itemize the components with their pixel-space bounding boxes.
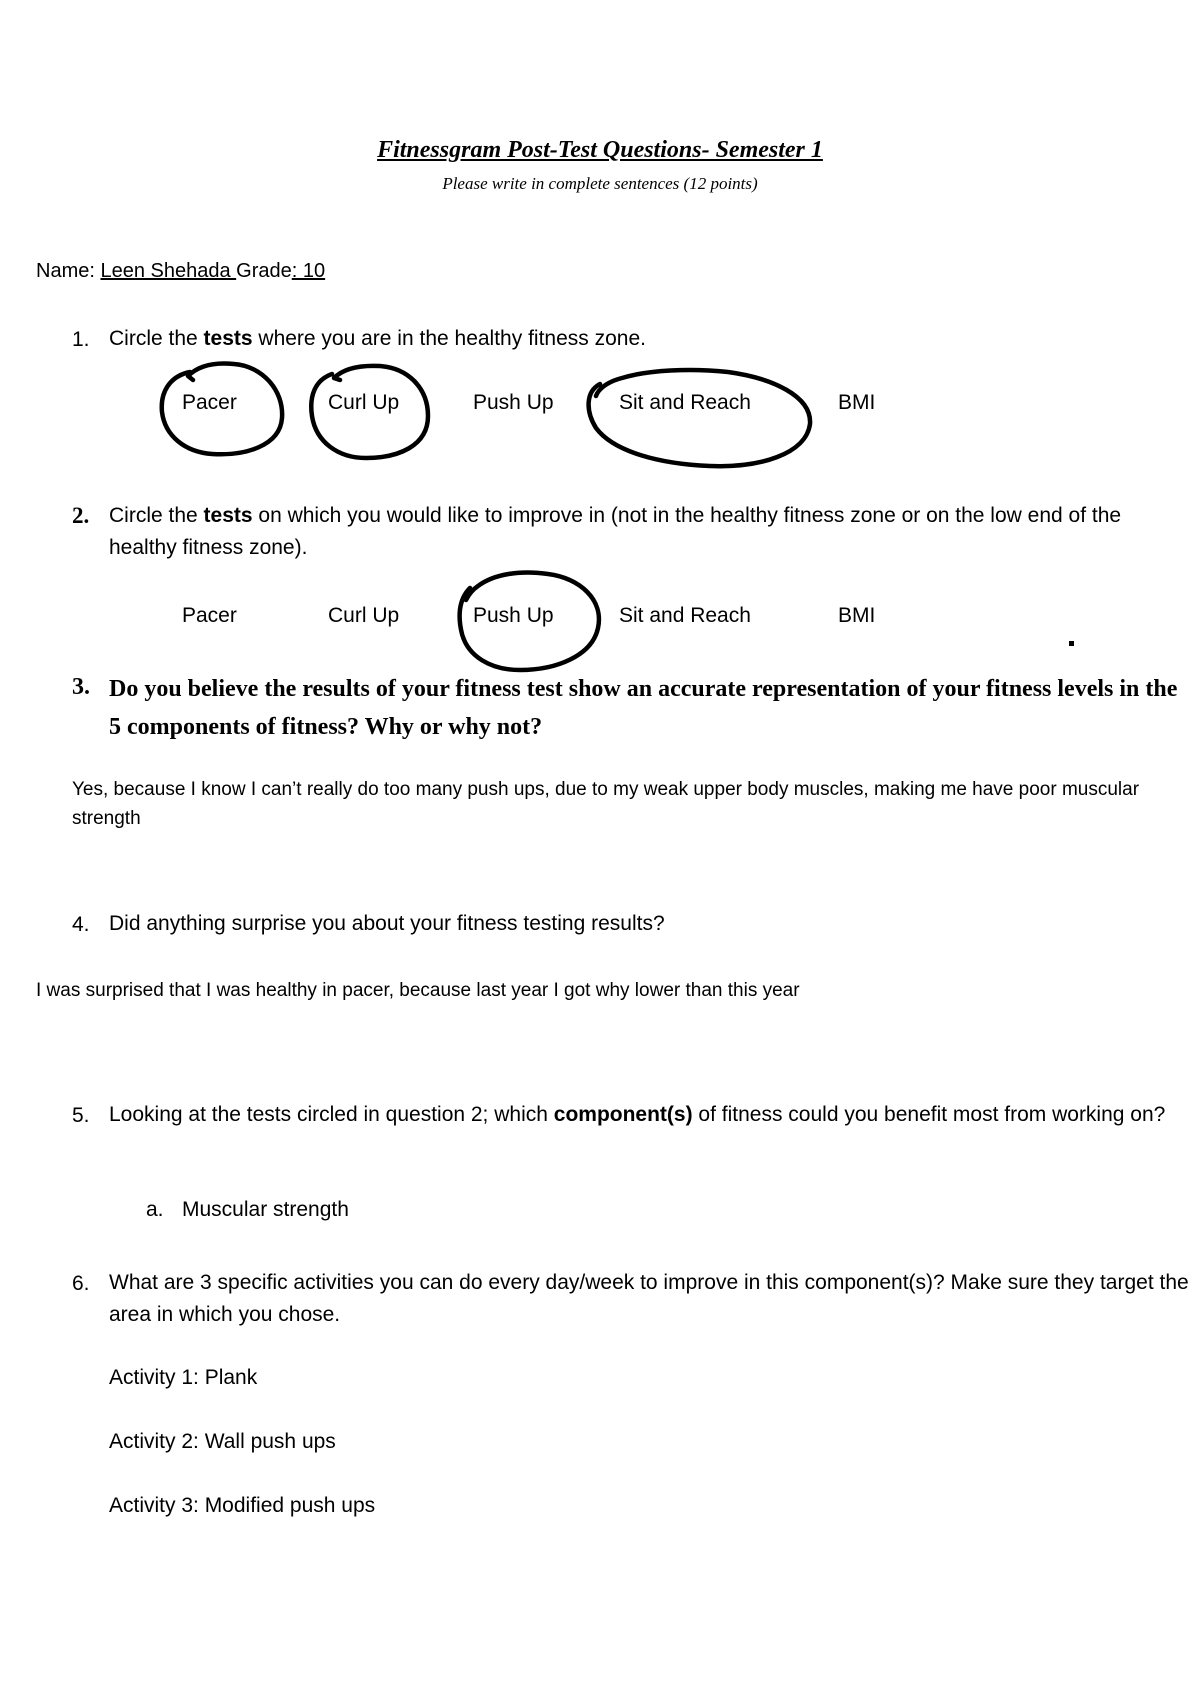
q2-number: 2. — [72, 503, 90, 528]
q2-option-bmi: BMI — [838, 604, 876, 627]
q4-answer: I was surprised that I was healthy in pacer, because last year I got why lower than this year — [36, 980, 800, 1001]
name-value: Leen Shehada — [100, 260, 237, 282]
q6-activity-2: Activity 2: Wall push ups — [109, 1430, 336, 1453]
q5-number: 5. — [72, 1104, 90, 1127]
q5-text: Looking at the tests circled in question 2; which component(s) of fitness could you benefit most from working on? — [109, 1103, 1166, 1126]
q1-number: 1. — [72, 328, 90, 351]
q3-number: 3. — [72, 674, 90, 700]
q1-text: Circle the tests where you are in the healthy fitness zone. — [109, 327, 646, 350]
student-info-line — [36, 260, 325, 283]
page-title: Fitnessgram Post-Test Questions- Semester 1 — [377, 137, 823, 163]
q1-option-curl-up: Curl Up — [328, 391, 400, 414]
q1-bold-tests: tests — [203, 327, 253, 350]
q6-text: What are 3 specific activities you can do every day/week to improve in this component(s)? Make sure they target the area in which you chose. — [109, 1271, 1189, 1326]
q6-activity-3: Activity 3: Modified push ups — [109, 1494, 376, 1517]
q5-answer: Muscular strength — [182, 1198, 349, 1221]
q3-text: Do you believe the results of your fitness test show an accurate representation of your fitness levels in the 5 components of fitness? Why or why not? — [109, 676, 1178, 740]
stray-dot — [1069, 641, 1074, 646]
q6-activity-1: Activity 1: Plank — [109, 1366, 258, 1389]
q3-answer: Yes, because I know I can’t really do too many push ups, due to my weak upper body muscles, making me have poor muscular strength — [72, 779, 1140, 829]
q5-bold-components: component(s) — [553, 1103, 693, 1126]
q2-option-pacer: Pacer — [182, 604, 237, 627]
q4-number: 4. — [72, 913, 90, 936]
q1-option-sit-and-reach: Sit and Reach — [619, 391, 751, 414]
q2-option-sit-and-reach: Sit and Reach — [619, 604, 751, 627]
q1-option-bmi: BMI — [838, 391, 876, 414]
grade-value: : 10 — [291, 260, 326, 282]
q5-answer-marker: a. — [146, 1198, 164, 1221]
grade-label: Grade — [236, 260, 292, 282]
name-label: Name: — [36, 260, 101, 282]
q2-option-curl-up: Curl Up — [328, 604, 400, 627]
q4-text: Did anything surprise you about your fitness testing results? — [109, 912, 665, 935]
page-subtitle: Please write in complete sentences (12 points) — [442, 174, 758, 193]
q2-bold-tests: tests — [203, 504, 253, 527]
q1-option-pacer: Pacer — [182, 391, 237, 414]
q1-option-push-up: Push Up — [473, 391, 554, 414]
q2-text: Circle the tests on which you would like to improve in (not in the healthy fitness zone or on the low end of the healthy fitness zone). — [109, 504, 1122, 559]
q6-number: 6. — [72, 1272, 90, 1295]
q2-option-push-up: Push Up — [473, 604, 554, 627]
circle-mark-sit-and-reach — [589, 370, 810, 466]
